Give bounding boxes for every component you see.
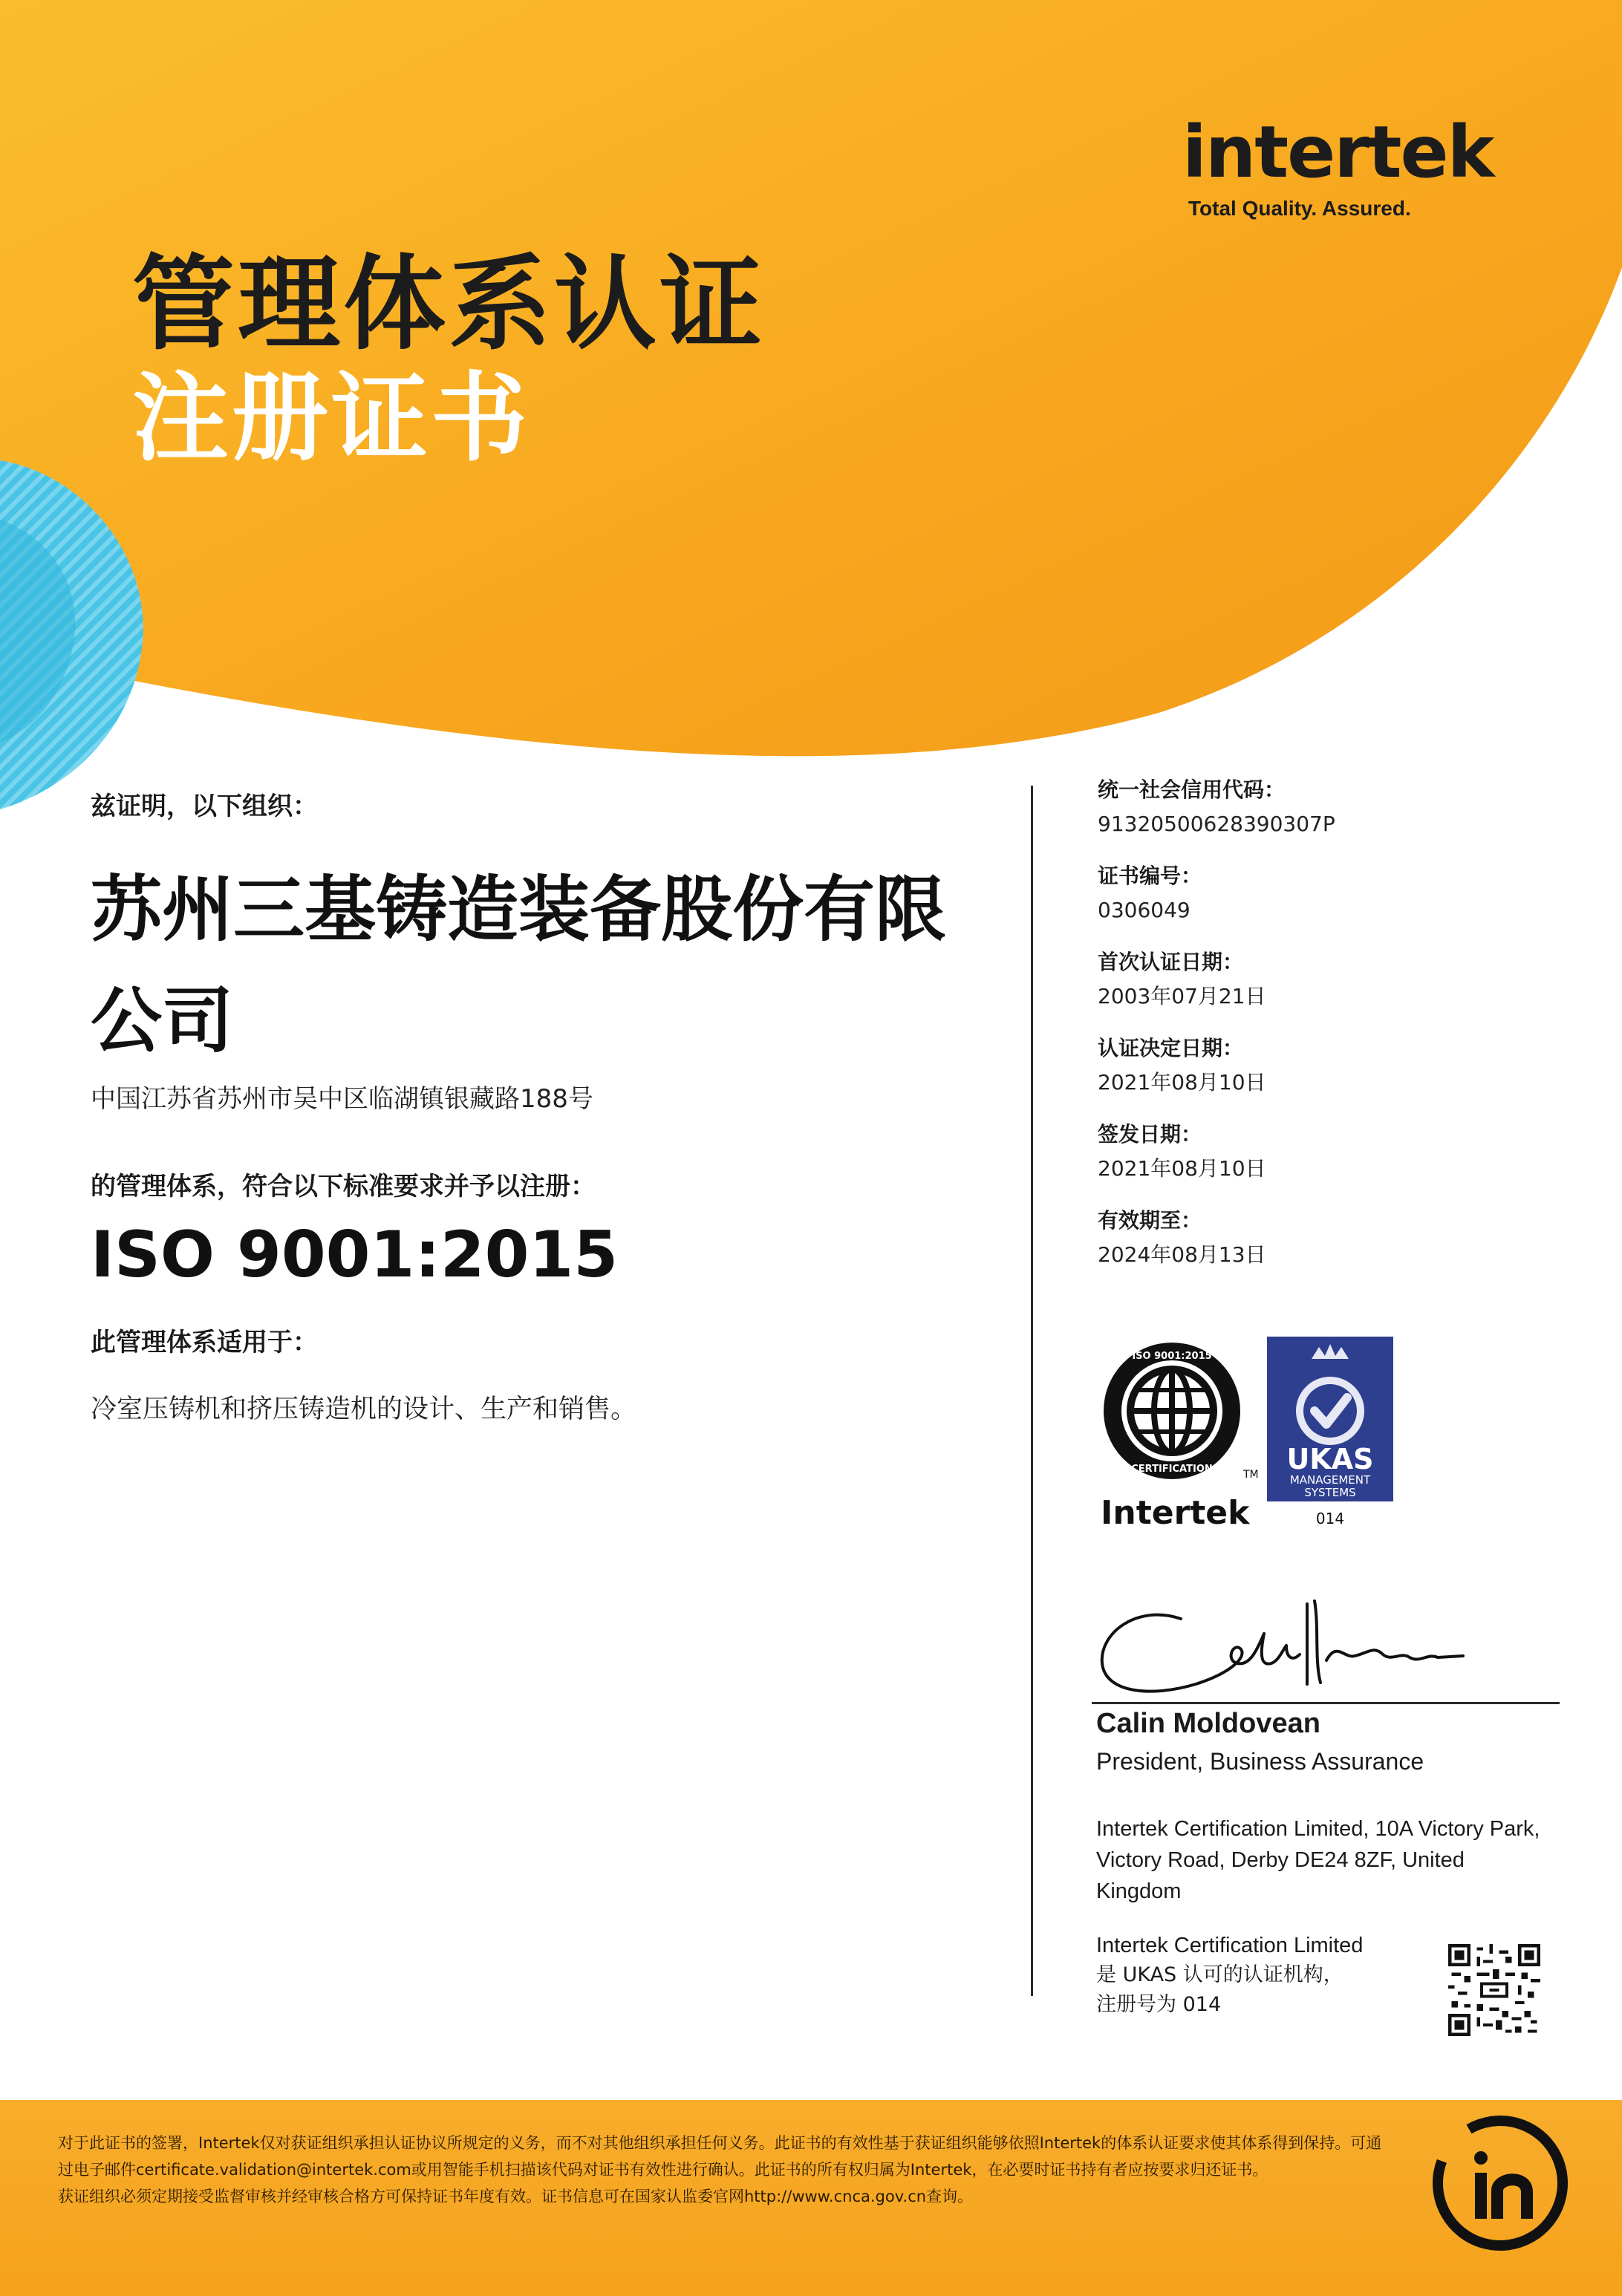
ukas-sub-1: MANAGEMENT [1289, 1473, 1371, 1487]
ukas-label: UKAS [1286, 1443, 1374, 1475]
company-name: 苏州三基铸造装备股份有限公司 [91, 868, 946, 1063]
accreditation-line1: Intertek Certification Limited [1096, 1934, 1364, 1957]
detail-expiry-date [1098, 1203, 1514, 1289]
certification-ring-text: CERTIFICATION [1131, 1464, 1213, 1475]
iso-ring-text: ISO 9001:2015 [1132, 1351, 1212, 1362]
brand-tagline: Total Quality. Assured. [1188, 197, 1411, 220]
detail-certificate-number [1098, 858, 1514, 945]
footer-line1: 对于此证书的签署，Intertek仅对获证组织承担认证协议所规定的义务，而不对其他组织承担任何义务。此证书的有效性基于获证组织能够依照Intertek的体系认证要求使其体系得到保持。可通过电子邮件certificate.validation@intertek.com或用智能手机扫描该代码对证书有效性进行确认。此证书的所有权归属为Intertek，在必要时证书持有者应按要求归还证书。 [58, 2134, 1382, 2179]
issuer-address: Intertek Certification Limited, 10A Victory Park, Victory Road, Derby DE24 8ZF, United Kingdom [1096, 1817, 1540, 1903]
accreditation-line2: 是 UKAS 认可的认证机构， [1096, 1963, 1343, 1986]
detail-label: 统一社会信用代码： [1098, 777, 1286, 802]
handwritten-signature [1092, 1589, 1478, 1700]
intertek-in-icon [1426, 2109, 1574, 2257]
standard-name: ISO 9001:2015 [91, 1218, 619, 1292]
intertek-logo [1182, 111, 1494, 230]
intertek-wordmark: intertek [1182, 111, 1494, 194]
company-address: 中国江苏省苏州市吴中区临湖镇银藏路188号 [91, 1084, 593, 1114]
ukas-number: 014 [1315, 1510, 1345, 1527]
ukas-sub-2: SYSTEMS [1304, 1486, 1356, 1499]
detail-value: 2003年07月21日 [1098, 984, 1266, 1008]
certificate-details [1098, 772, 1514, 1289]
footer-line2: 获证组织必须定期接受监督审核并经审核合格方可保持证书年度有效。证书信息可在国家认监委官网http://www.cnca.gov.cn查询。 [58, 2188, 974, 2205]
detail-label: 签发日期： [1098, 1122, 1202, 1147]
conformity-statement: 的管理体系，符合以下标准要求并予以注册： [91, 1172, 596, 1201]
detail-credit-code [1098, 772, 1514, 858]
detail-label: 首次认证日期： [1098, 950, 1244, 974]
scope-label: 此管理体系适用于： [91, 1328, 318, 1357]
intertek-mark-label: Intertek [1101, 1494, 1250, 1532]
detail-decision-date [1098, 1031, 1514, 1117]
detail-issue-date [1098, 1117, 1514, 1203]
signatory-name: Calin Moldovean [1096, 1708, 1320, 1739]
signature-line [1092, 1702, 1560, 1704]
detail-value: 2024年08月13日 [1098, 1242, 1266, 1267]
certificate-title-line1: 管理体系认证 [132, 244, 766, 364]
detail-value: 91320500628390307P [1098, 812, 1335, 836]
detail-label: 证书编号： [1098, 864, 1202, 888]
detail-value: 0306049 [1098, 898, 1191, 922]
accreditation-line3: 注册号为 014 [1096, 1993, 1222, 2016]
detail-value: 2021年08月10日 [1098, 1156, 1266, 1181]
accreditation-statement [1096, 1931, 1423, 2020]
scope-text: 冷室压铸机和挤压铸造机的设计、生产和销售。 [91, 1395, 637, 1424]
detail-value: 2021年08月10日 [1098, 1070, 1266, 1095]
ukas-mark [1267, 1337, 1393, 1530]
intro-statement: 兹证明，以下组织： [91, 792, 318, 821]
detail-initial-date [1098, 945, 1514, 1031]
trademark-symbol: TM [1243, 1469, 1259, 1481]
detail-label: 认证决定日期： [1098, 1036, 1244, 1060]
certificate-title-line2: 注册证书 [132, 362, 531, 474]
footer-disclaimer [58, 2130, 1395, 2210]
detail-label: 有效期至： [1098, 1208, 1202, 1233]
column-divider [1031, 786, 1033, 1996]
intertek-certification-mark [1098, 1337, 1276, 1537]
qr-code[interactable] [1448, 1944, 1540, 2036]
signatory-title: President, Business Assurance [1096, 1748, 1424, 1775]
